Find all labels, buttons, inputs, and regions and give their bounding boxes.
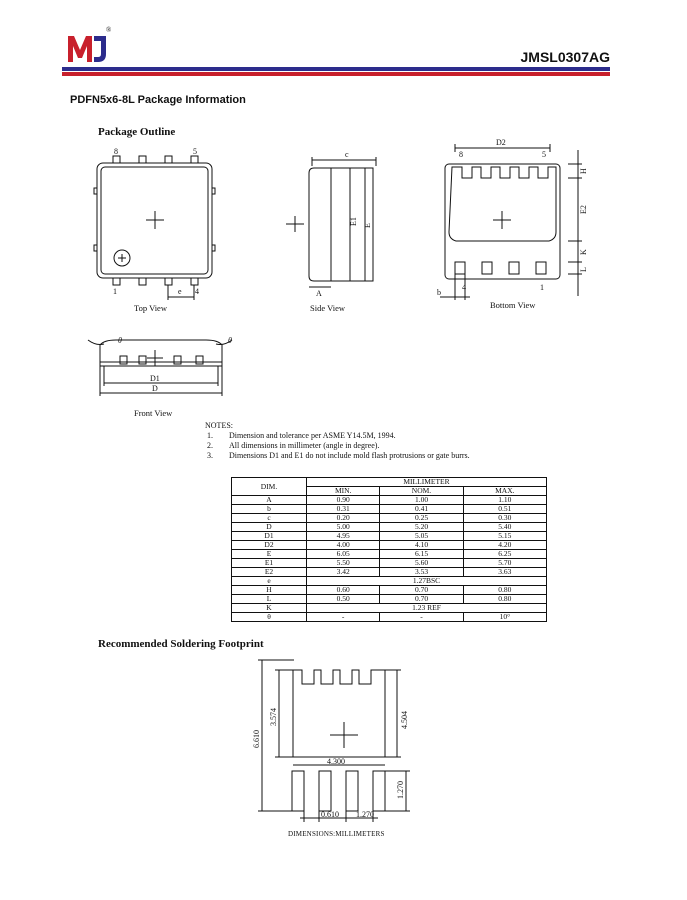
nom-cell: 4.10: [380, 541, 463, 550]
label-pin4: 4: [195, 287, 199, 296]
span-cell: 1.27BSC: [307, 577, 547, 586]
top-view-drawing: [94, 156, 215, 300]
header-bar-red: [62, 72, 610, 76]
max-cell: 3.63: [463, 568, 546, 577]
note-item: 2. All dimensions in millimeter (angle in degree).: [207, 441, 380, 450]
max-cell: 10°: [463, 613, 546, 622]
registered-mark: ®: [106, 26, 112, 34]
min-cell: -: [307, 613, 380, 622]
dim-right-height: 4.504: [400, 711, 409, 729]
jm-logo-icon: [64, 28, 112, 68]
soldering-footprint-drawing: [0, 655, 687, 830]
label-D2: D2: [496, 138, 506, 147]
dim-pitch: 1.270: [356, 810, 374, 819]
label-theta-right: θ: [228, 336, 232, 345]
company-logo: [64, 28, 112, 68]
max-cell: 4.20: [463, 541, 546, 550]
package-outline-drawings: [0, 135, 687, 420]
table-row: [232, 595, 547, 604]
min-cell: 0.90: [307, 496, 380, 505]
label-H: H: [579, 168, 588, 174]
col-max: MAX.: [463, 487, 546, 496]
dim-lead-length: 1.270: [396, 781, 405, 799]
table-row: [232, 613, 547, 622]
max-cell: 6.25: [463, 550, 546, 559]
dim-cell: b: [232, 505, 307, 514]
dim-cell: E: [232, 550, 307, 559]
dimension-table: [231, 477, 547, 622]
dim-cell: L: [232, 595, 307, 604]
span-cell: 1.23 REF: [307, 604, 547, 613]
nom-cell: 6.15: [380, 550, 463, 559]
side-view-drawing: [286, 157, 376, 287]
dim-cell: E2: [232, 568, 307, 577]
label-pin4-b: 4: [462, 283, 466, 292]
label-pin1: 1: [113, 287, 117, 296]
label-c: c: [345, 150, 349, 159]
footprint-title: Recommended Soldering Footprint: [98, 638, 264, 650]
min-cell: 0.60: [307, 586, 380, 595]
header-bar-blue: [62, 67, 610, 71]
min-cell: 3.42: [307, 568, 380, 577]
section-title: PDFN5x6-8L Package Information: [70, 94, 246, 106]
nom-cell: 5.20: [380, 523, 463, 532]
max-cell: 5.70: [463, 559, 546, 568]
front-view-drawing: [88, 340, 232, 396]
max-cell: 0.30: [463, 514, 546, 523]
max-cell: 0.80: [463, 595, 546, 604]
dim-lead-width: 0.610: [321, 810, 339, 819]
footprint-caption: DIMENSIONS:MILLIMETERS: [288, 830, 385, 838]
dim-pad-height: 3.574: [269, 708, 278, 726]
part-number: JMSL0307AG: [520, 49, 610, 65]
label-D: D: [152, 384, 158, 393]
unit-header: MILLIMETER: [307, 478, 547, 487]
label-pin5: 5: [193, 147, 197, 156]
label-pin5-b: 5: [542, 150, 546, 159]
notes: [205, 421, 470, 461]
package-outline-title: Package Outline: [98, 126, 176, 138]
min-cell: 5.00: [307, 523, 380, 532]
nom-cell: 5.05: [380, 532, 463, 541]
label-theta-left: θ: [118, 336, 122, 345]
nom-cell: 5.60: [380, 559, 463, 568]
nom-cell: 3.53: [380, 568, 463, 577]
label-pin1-b: 1: [540, 283, 544, 292]
col-nom: NOM.: [380, 487, 463, 496]
label-pin8: 8: [114, 147, 118, 156]
caption-side-view: Side View: [310, 303, 345, 313]
nom-cell: 0.70: [380, 586, 463, 595]
nom-cell: 1.00: [380, 496, 463, 505]
max-cell: 0.80: [463, 586, 546, 595]
min-cell: 0.20: [307, 514, 380, 523]
label-e: e: [178, 287, 182, 296]
dim-cell: c: [232, 514, 307, 523]
dim-cell: D: [232, 523, 307, 532]
dim-cell: K: [232, 604, 307, 613]
nom-cell: 0.70: [380, 595, 463, 604]
label-pin8-b: 8: [459, 150, 463, 159]
nom-cell: -: [380, 613, 463, 622]
label-K: K: [579, 249, 588, 255]
thermal-pad-outline: [293, 670, 385, 757]
max-cell: 0.51: [463, 505, 546, 514]
min-cell: 0.31: [307, 505, 380, 514]
note-item: 3. Dimensions D1 and E1 do not include mold flash protrusions or gate burrs.: [207, 451, 470, 460]
label-L: L: [579, 267, 588, 272]
dim-pad-width: 4.300: [327, 757, 345, 766]
caption-top-view: Top View: [134, 303, 167, 313]
min-cell: 4.00: [307, 541, 380, 550]
dim-cell: H: [232, 586, 307, 595]
max-cell: 5.15: [463, 532, 546, 541]
notes-title: NOTES:: [205, 421, 233, 430]
min-cell: 6.05: [307, 550, 380, 559]
dim-header: DIM.: [232, 478, 307, 496]
label-E: E: [363, 223, 372, 228]
label-b: b: [437, 288, 441, 297]
caption-bottom-view: Bottom View: [490, 300, 536, 310]
label-E2: E2: [579, 205, 588, 214]
dim-overall-height: 6.610: [252, 730, 261, 748]
min-cell: 5.50: [307, 559, 380, 568]
dim-cell: D1: [232, 532, 307, 541]
dim-cell: e: [232, 577, 307, 586]
dim-cell: θ: [232, 613, 307, 622]
max-cell: 5.40: [463, 523, 546, 532]
label-D1: D1: [150, 374, 160, 383]
min-cell: 0.50: [307, 595, 380, 604]
note-item: 1. Dimension and tolerance per ASME Y14.5M, 1994.: [207, 431, 396, 440]
max-cell: 1.10: [463, 496, 546, 505]
table-row: [232, 568, 547, 577]
nom-cell: 0.41: [380, 505, 463, 514]
nom-cell: 0.25: [380, 514, 463, 523]
label-E1: E1: [349, 217, 358, 226]
dim-cell: E1: [232, 559, 307, 568]
min-cell: 4.95: [307, 532, 380, 541]
bottom-view-drawing: [440, 144, 582, 300]
caption-front-view: Front View: [134, 408, 173, 418]
dim-cell: A: [232, 496, 307, 505]
col-min: MIN.: [307, 487, 380, 496]
label-A: A: [316, 289, 322, 298]
dim-cell: D2: [232, 541, 307, 550]
